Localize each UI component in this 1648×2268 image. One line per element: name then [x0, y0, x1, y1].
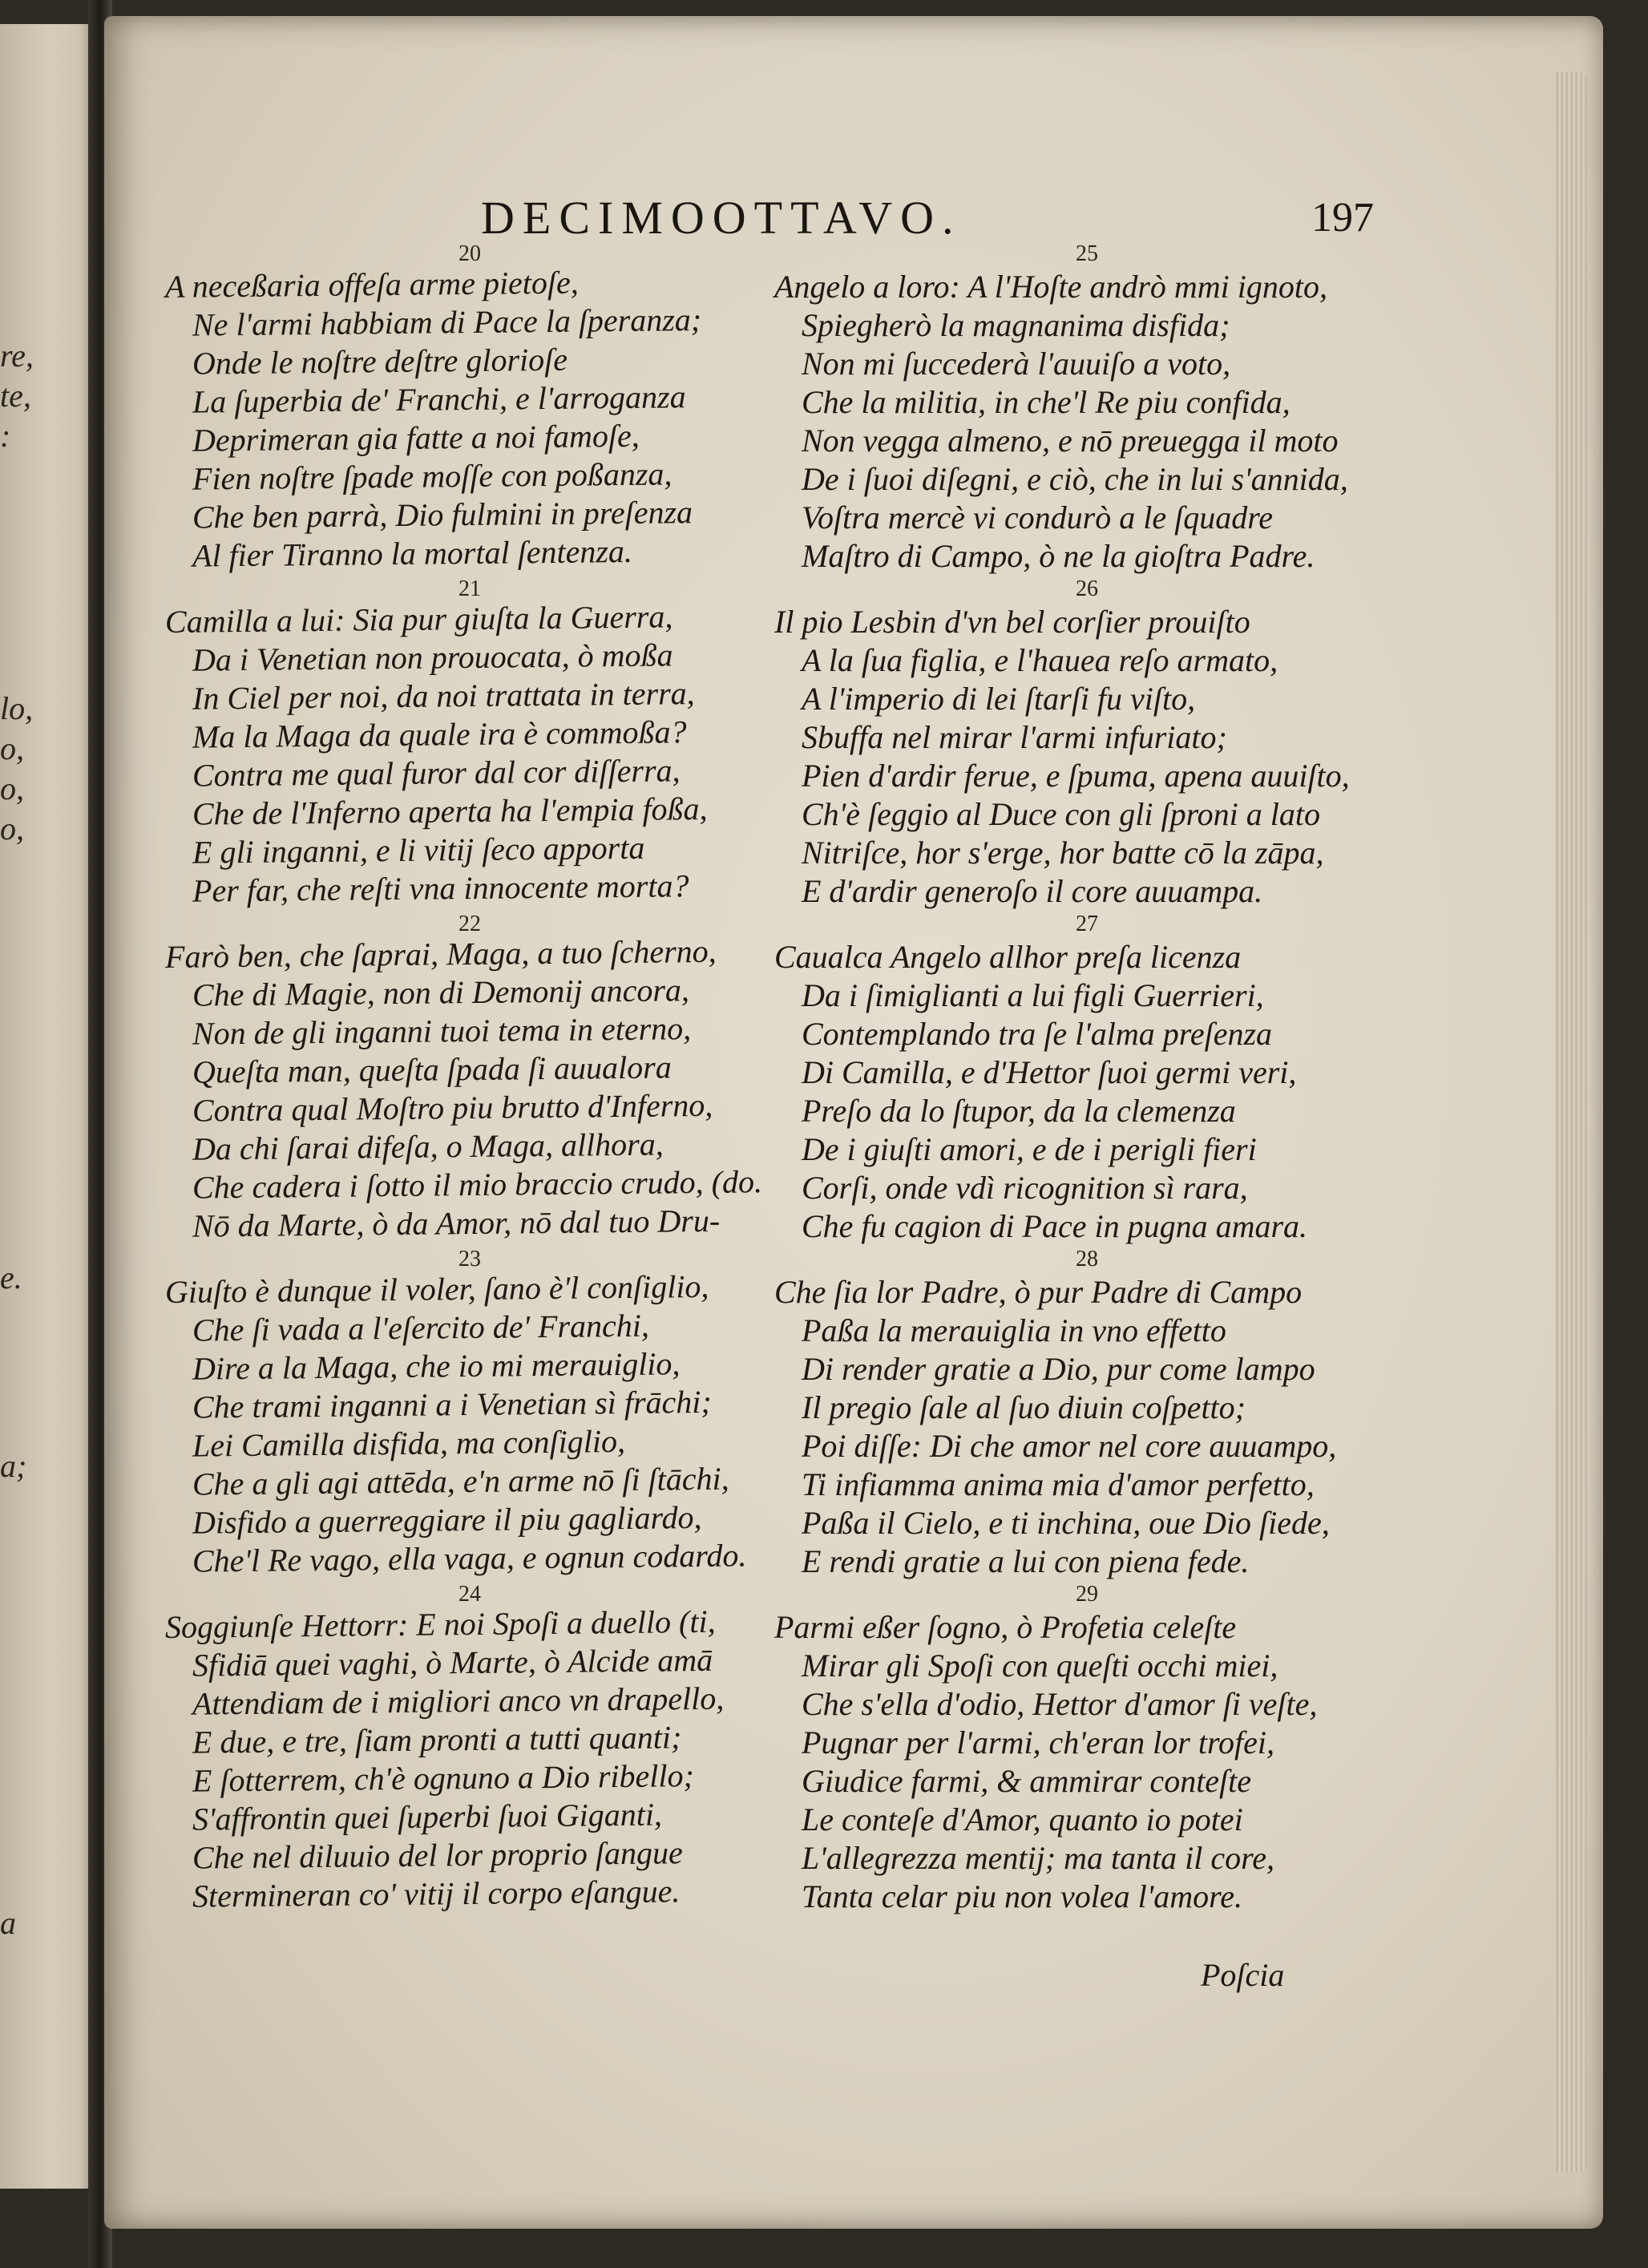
stanza [774, 911, 1400, 1246]
stanza-number: 23 [458, 1247, 481, 1271]
stanza-number: 29 [1076, 1582, 1098, 1607]
verse-line: A l'imperio di lei ſtarſi fu viſto, [802, 681, 1196, 717]
verse-line: Che a gli agi attēda, e'n arme nō ſi ſtāchi, [192, 1460, 729, 1502]
margin-fragment: o, [0, 730, 24, 766]
verse-line: Ch'è ſeggio al Duce con gli ſproni a lato [802, 796, 1320, 832]
margin-fragment: o, [0, 811, 24, 847]
verse-line: Ne l'armi habbiam di Pace la ſperanza; [192, 301, 702, 343]
verse-line: De i giuſti amori, e de i perigli fieri [802, 1131, 1257, 1167]
verse-line: La ſuperbia de' Franchi, e l'arroganza [192, 378, 686, 420]
verse-line: S'affrontin quei ſuperbi ſuoi Giganti, [192, 1796, 663, 1837]
verse-line: Ti infiamma anima mia d'amor perfetto, [802, 1466, 1315, 1502]
margin-fragment: lo, [0, 690, 34, 726]
verse-line: Che ben parrà, Dio fulmini in preſenza [192, 494, 693, 536]
verse-line: Non mi ſuccederà l'auuiſo a voto, [802, 346, 1231, 382]
stanza-number: 26 [1076, 576, 1098, 601]
verse-line: L'allegrezza mentij; ma tanta il core, [802, 1840, 1274, 1876]
verse-line: De i ſuoi diſegni, e ciò, che in lui s'annida, [802, 461, 1348, 497]
stanza [774, 1246, 1400, 1581]
margin-fragment: o, [0, 770, 24, 807]
verse-line: Lei Camilla disfida, ma conſiglio, [192, 1422, 626, 1464]
left-column [165, 241, 774, 1916]
verse-line: Da chi ſarai difeſa, o Maga, allhora, [192, 1126, 664, 1167]
stanza [165, 241, 774, 576]
verse-line: Che di Magie, non di Demonij ancora, [192, 972, 690, 1013]
verse-line: E gli inganni, e li vitij ſeco apporta [192, 829, 645, 871]
verse-line: Deprimeran gia fatte a noi famoſe, [192, 417, 640, 459]
verse-line: Nitriſce, hor s'erge, hor batte cō la zāpa, [802, 835, 1324, 871]
verse-line: Le conteſe d'Amor, quanto io potei [802, 1801, 1243, 1837]
verse-line: E d'ardir generoſo il core auuampa. [802, 873, 1263, 909]
verse-line: Maſtro di Campo, ò ne la gioſtra Padre. [802, 538, 1315, 574]
right-column [774, 241, 1400, 1916]
stanza [165, 576, 774, 911]
page-number: 197 [1311, 195, 1374, 241]
verse-line: Che ſia lor Padre, ò pur Padre di Campo [774, 1274, 1303, 1310]
verse-line: Non vegga almeno, e nō preuegga il moto [802, 422, 1339, 459]
verse-line: Da i Venetian non prouocata, ò moßa [192, 637, 673, 678]
verse-line: Sfidiā quei vaghi, ò Marte, ò Alcide amā [192, 1641, 713, 1684]
running-title: DECIMOOTTAVO. [481, 192, 962, 244]
verse-line: Parmi eßer ſogno, ò Profetia celeſte [774, 1609, 1237, 1645]
catchword: Poſcia [1201, 1957, 1285, 1993]
margin-fragment: a; [0, 1448, 27, 1484]
verse-line: Pugnar per l'armi, ch'eran lor trofei, [802, 1724, 1275, 1761]
stanza-number: 27 [1076, 912, 1098, 936]
verse-line: Che s'ella d'odio, Hettor d'amor ſi veſte, [802, 1686, 1318, 1722]
verse-line: Che de l'Inferno aperta ha l'empia foßa, [192, 790, 708, 832]
verse-line: Contra qual Moſtro piu brutto d'Inferno, [192, 1086, 713, 1129]
margin-fragment: : [0, 418, 11, 454]
verse-line: Al fier Tiranno la mortal ſentenza. [192, 532, 633, 574]
verse-line: Che fu cagion di Pace in pugna amara. [802, 1208, 1308, 1244]
stanza [774, 576, 1400, 911]
verse-line: Paßa il Cielo, e ti inchina, oue Dio ſiede, [802, 1505, 1330, 1541]
verse-line: Che ſi vada a l'eſercito de' Franchi, [192, 1307, 650, 1348]
stanza [165, 1246, 774, 1581]
stanza-number: 25 [1076, 241, 1098, 266]
verse-line: Non de gli inganni tuoi tema in eterno, [192, 1010, 692, 1052]
verse-line: Da i ſimiglianti a lui figli Guerrieri, [802, 977, 1264, 1013]
verse-line: A neceßaria offeſa arme pietoſe, [164, 264, 580, 305]
verse-line: Queſta man, queſta ſpada ſi auualora [192, 1049, 672, 1090]
verse-line: Nō da Marte, ò da Amor, nō dal tuo Dru- [192, 1202, 721, 1244]
verse-line: Dire a la Maga, che io mi merauiglio, [192, 1345, 681, 1387]
verse-line: Contra me qual furor dal cor diſſerra, [192, 752, 681, 794]
page-edges [1555, 72, 1587, 2173]
verse-line: Onde le noſtre deſtre glorioſe [192, 341, 568, 382]
verse-line: Fien noſtre ſpade moſſe con poßanza, [192, 455, 673, 497]
verse-line: E due, e tre, ſiam pronti a tutti quanti; [192, 1719, 682, 1761]
verse-line: Stermineran co' vitij il corpo eſangue. [192, 1873, 681, 1914]
verse-line: Che cadera i ſotto il mio braccio crudo, (do. [192, 1163, 763, 1206]
verse-line: Che'l Re vago, ella vaga, e ognun codardo. [192, 1537, 747, 1579]
verse-line: Che la militia, in che'l Re piu confida, [802, 384, 1291, 420]
verse-line: Di render gratie a Dio, pur come lampo [802, 1351, 1315, 1387]
stanza-number: 20 [458, 241, 481, 266]
stanza [774, 1581, 1400, 1916]
verse-line: Il pregio ſale al ſuo diuin coſpetto; [802, 1389, 1246, 1425]
verse-line: Pien d'ardir ferue, e ſpuma, apena auuiſto, [802, 758, 1350, 794]
margin-fragment: te, [0, 378, 31, 414]
verse-line: Angelo a loro: A l'Hoſte andrò mmi ignoto, [774, 269, 1328, 305]
verse-line: Ma la Maga da quale ira è commoßa? [192, 714, 687, 755]
verse-line: Tanta celar piu non volea l'amore. [802, 1878, 1242, 1914]
verse-line: Giuſto è dunque il voler, ſano è'l conſiglio, [164, 1267, 709, 1310]
verse-line: Sbuffa nel mirar l'armi infuriato; [802, 719, 1227, 755]
verse-line: Corſi, onde vdì ricognition sì rara, [802, 1170, 1248, 1206]
verse-line: Che nel diluuio del lor proprio ſangue [192, 1834, 684, 1876]
verse-line: E ſotterrem, ch'è ognuno a Dio ribello; [192, 1757, 695, 1799]
verse-line: Attendiam de i migliori anco vn drapello, [192, 1680, 725, 1722]
stanza [165, 1581, 774, 1916]
verse-line: Soggiunſe Hettorr: E noi Spoſi a duello (ti, [164, 1603, 716, 1645]
stanza [165, 911, 774, 1246]
verse-line: Preſo da lo ſtupor, da la clemenza [802, 1093, 1236, 1129]
verse-line: Mirar gli Spoſi con queſti occhi miei, [802, 1647, 1278, 1684]
verse-line: A la ſua figlia, e l'hauea reſo armato, [802, 642, 1278, 678]
verse-line: Contemplando tra ſe l'alma preſenza [802, 1016, 1273, 1052]
margin-fragment: re, [0, 338, 34, 374]
verse-line: Di Camilla, e d'Hettor ſuoi germi veri, [802, 1054, 1297, 1090]
stanza [774, 241, 1400, 576]
stanza-number: 22 [458, 912, 481, 936]
verse-line: Voſtra mercè vi condurò a le ſquadre [802, 499, 1274, 536]
verse-line: Caualca Angelo allhor preſa licenza [774, 939, 1242, 975]
verse-line: Il pio Lesbin d'vn bel corſier prouiſto [774, 604, 1250, 640]
stanza-number: 24 [458, 1582, 481, 1607]
verse-line: Giudice farmi, & ammirar conteſte [802, 1763, 1252, 1799]
stanza-number: 28 [1076, 1247, 1098, 1271]
verse-line: Che trami inganni a i Venetian sì frāchi; [192, 1383, 712, 1425]
verse-line: E rendi gratie a lui con piena fede. [802, 1543, 1250, 1579]
verse-line: Disfido a guerreggiare il piu gagliardo, [192, 1498, 702, 1541]
verse-line: Poi diſſe: Di che amor nel core auuampo, [802, 1428, 1337, 1464]
margin-fragment: e. [0, 1259, 22, 1296]
verse-line: Per far, che reſti vna innocente morta? [192, 867, 689, 909]
verse-line: In Ciel per noi, da noi trattata in terra, [192, 675, 695, 717]
margin-fragment: a [0, 1905, 16, 1941]
verse-line: Spiegherò la magnanima disfida; [802, 307, 1230, 343]
stanza-number: 21 [458, 576, 481, 601]
verse-line: Camilla a lui: Sia pur giuſta la Guerra, [164, 598, 673, 640]
verse-line: Paßa la merauiglia in vno effetto [802, 1312, 1226, 1348]
verse-line: Farò ben, che ſaprai, Maga, a tuo ſcherno, [164, 932, 717, 975]
